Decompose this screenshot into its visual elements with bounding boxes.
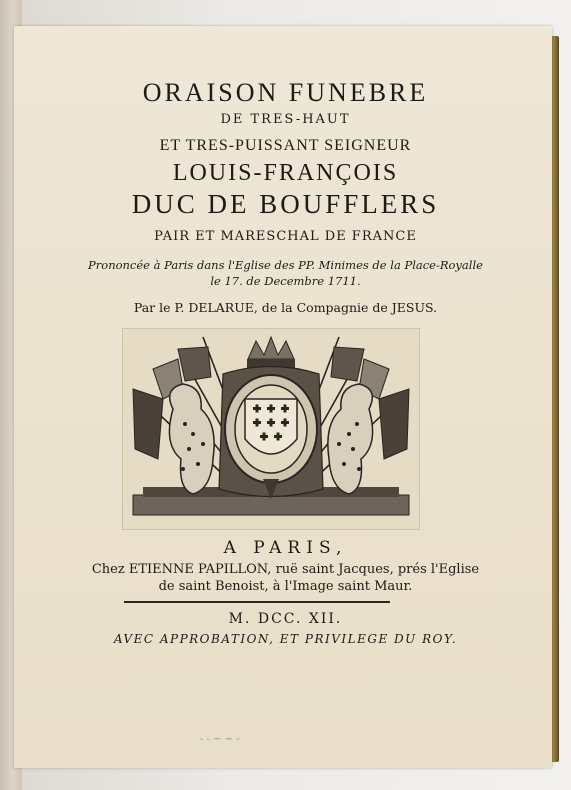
imprint-place: A PARIS,	[223, 538, 348, 558]
title-line-4: LOUIS-FRANÇOIS	[172, 160, 399, 186]
title-line-1: ORAISON FUNEBRE	[142, 78, 429, 107]
title-line-3: ET TRES-PUISSANT SEIGNEUR	[159, 137, 412, 154]
pencil-mark: - - ~ ~ -	[200, 734, 240, 745]
pronounced-line-1: Prononcée à Paris dans l'Eglise des PP. Minimes de la Place-Royalle	[88, 258, 483, 272]
privilege-line: AVEC APPROBATION, ET PRIVILEGE DU ROY.	[113, 632, 458, 646]
coat-of-arms-icon	[123, 329, 419, 529]
imprint-year: M. DCC. XII.	[228, 611, 343, 627]
author-line: Par le P. DELARUE, de la Compagnie de JESUS.	[133, 300, 438, 315]
coat-of-arms-engraving	[122, 328, 420, 530]
title-line-2: DE TRES-HAUT	[220, 112, 351, 127]
divider-rule	[124, 601, 390, 603]
title-line-5: DUC DE BOUFFLERS	[131, 189, 440, 219]
title-line-6: PAIR ET MARESCHAL DE FRANCE	[154, 229, 417, 244]
printer-line-2: de saint Benoist, à l'Image saint Maur.	[158, 579, 413, 594]
printer-line-1: Chez ETIENNE PAPILLON, ruë saint Jacques, prés l'Eglise	[91, 562, 480, 577]
pronounced-line-2: le 17. de Decembre 1711.	[210, 274, 361, 288]
